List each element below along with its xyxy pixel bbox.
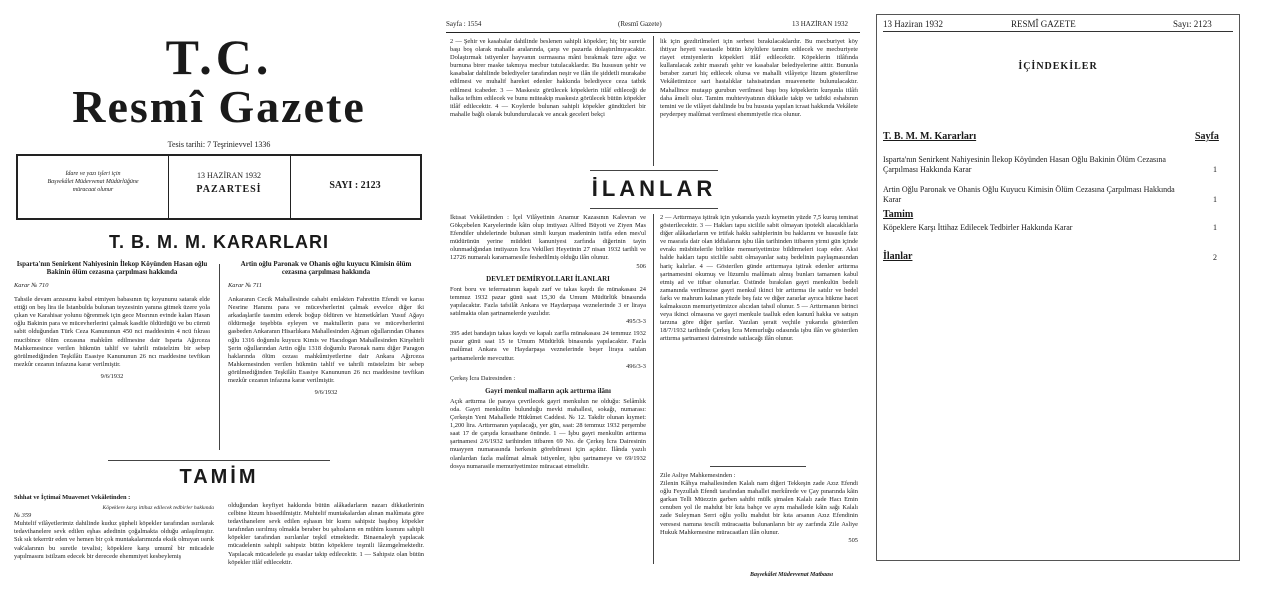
tamim-number: № 359 (14, 512, 32, 520)
header-issue: Sayı: 2123 (1173, 19, 1212, 29)
karar-date: 9/6/1932 (100, 372, 124, 380)
column-divider (653, 214, 654, 564)
zile-heading: Zile Asliye Mahkemesinden : (660, 472, 736, 479)
tamim-body: 2 — Şehir ve kasabalar dahilinde beslenen sahipli köpekler; hiç bir suretle başı boş olarak mahalle aralarında, çarşı ve pazarda dolaştırılmıyacaktır. Dolaştırmak istiyenler hayvanın ısırmasına mâni bırakmak üzre ağız ve burnuna birer maske takmıya mecbur tutulacaklardır. Bu hususun şehir ve kasabalar dahilinde belediyeler tarafından neşir ve ilân ile şiddetli murakabe edilmesi ve muhalif hareket edenler hakkında belediyece ceza tatbik edilmesi icabeder. 3 — Maskesiz görülecek köpeklerin itlâf edileceği de halka tefhim edilecek ve bunu müteakip maskesiz görülecek bütün köpekler itlâf edilecektir. 4 — Koylerde bulunan sahipli köpekler gündüzleri bir mahalle bağlı olarak bulundurulacak ve ancak geceleri bekçi (450, 38, 646, 118)
kararlar-heading: T. B. M. M. KARARLARI (109, 232, 329, 252)
section-divider (108, 460, 330, 461)
printer-footer: Başvekâlet Müdevvenat Matbaası (750, 572, 833, 578)
header-title: RESMÎ GAZETE (1011, 19, 1076, 29)
toc-item-page: 1 (1213, 165, 1217, 174)
contact-line: Başvekâlet Müdevvenat Müdürlüğüne (47, 179, 139, 185)
toc-item[interactable]: Artin Oğlu Paronak ve Ohanis Oğlu Kuyucu Kimisin Ölüm Cezasına Çarpılması Hakkında Karar (883, 185, 1175, 204)
zile-ad (660, 472, 858, 568)
ad-ref: 496/3-3 (626, 362, 646, 370)
section-divider (590, 208, 718, 209)
header-rule (883, 31, 1233, 32)
column-divider (653, 36, 654, 166)
toc-item-page: 1 (1213, 195, 1217, 204)
tamim-from: Sıhhat ve İçtimaî Muavenet Vekâletinden : (14, 494, 131, 501)
karar-body: Ankaranın Cecik Mahallesinde cahabi emlakten Fahrettin Efendi ve karısı Nesrine Hanımı para ve mücevherlerini çalmak evvelce diğer iki arkadaşlarile tasmim ederek boğup öldüren ve hizmetkârları Yusuf Ağayı öldürmeğe teşebbüs eyleyen ve maktullerin para ve mücevherlerini gasbeden Ankaranın Hisarlıkara Mahallesinden Ağman oğullarından Ohanes oğlu 1316 doğumlu kuyucu Kimis ve Hacıdogan Mahallesinden Kirşehirli Şerin oğullarından Artin oğlu 1318 doğumlu Paronak namı diğer Paragon haklarında ölüm cezası mahkûmiyetlerine dair Ankara Ağırceza Mahkemesinden verilen hükmün tahlif ve tahrili müstelzim bir sebep görülmediğinden Teşkilâtı Esasiye Kanununun 26 ncı maddesine tevfikan mezkûr cezanın infazına karar verilmiştir. (228, 296, 424, 385)
page-header (440, 20, 868, 30)
karar-date: 9/6/1932 (314, 389, 338, 397)
established-line: Tesis tarihi: 7 Teşrinievvel 1336 (167, 140, 271, 149)
ad-font-boru: Font boru ve teferruatının kapalı zarf ve takas kaydı ile münakasası 24 temmuz 1932 pazar günü saat 15,30 da Umum Müdürlük binasında yapılacaktır. Fazla tafsilât Ankara ve Haydarpaşa veznelerinde 3 er liraya satılmakta olan şartnamelerde yazılıdır. (450, 285, 646, 318)
toc-sayfa-label: Sayfa (1195, 131, 1219, 142)
toc-item-page: 2 (1213, 253, 1217, 262)
toc-title: İÇİNDEKİLER (1018, 61, 1098, 72)
gazette-front-page (8, 14, 430, 584)
gayri-menkul-heading: Gayri menkul malların açık arttırma ilânı (485, 386, 611, 395)
contact-line: müracaat olunur (72, 187, 114, 193)
issue-day: PAZARTESİ (196, 184, 262, 195)
ad-ref: 505 (848, 536, 858, 544)
cerkes-heading: Çerkeş İcra Dairesinden : (450, 374, 516, 382)
issue-number: SAYI : 2123 (329, 180, 381, 191)
toc-item[interactable]: Köpeklere Karşı İttihaz Edilecek Tedbirler Hakkında Karar (883, 223, 1073, 232)
issue-date: 13 HAZİRAN 1932 (197, 171, 261, 180)
tamim-left-column (14, 494, 214, 584)
ilanlar-heading: İLANLAR (591, 176, 717, 201)
section-divider (710, 466, 806, 467)
toc-section-ilanlar[interactable]: İlanlar (883, 251, 913, 262)
header-date: 13 HAZİRAN 1932 (792, 20, 848, 28)
ad-cerkes: Açık arttırma ile paraya çevrilecek gayri menkulun ne olduğu: Selâmlık oda. Gayri menkulün bulunduğu mevki mahallesi, sokağı, numarası: Çerkeşin Yeni Mahallede Hükûmet Caddesi. № 12. Takdir olunan kıymet: 1,200 lira. Arttırmanın yapılacağı, yer gün, saat: 28 temmuz 1932 perşembe saat 17 de çarşıda kıraathane önünde. 1 — İşbu gayri menkulün arttırma şartnamesi 2/6/1932 tarihinden itibaren 69 No. de Çerkeş İcra Dairesinin muayyen numarasında herkesin görebilmesi için açıktır. İlânda yazılı olanlardan fazla malûmat almak istiyenler, işbu şartnameye ve 69/1932 dosya numarasile memuriyetimize müracaat etmelidir. (450, 397, 646, 470)
issue-info-box (16, 154, 422, 220)
tamim-continuation-left (450, 38, 646, 164)
gazette-ads-page (440, 14, 868, 584)
ad-cerkes-continued: 2 — Arttırmaya iştirak için yukarıda yazılı kıymetin yüzde 7,5 kuruş teminat gösterilecektir. 3 — Hakları tapu sicilile sabit olmayan ipotekli alacaklılarla diğer alâkadarların ve irtifak hakkı sahiplerinin bu haklarını ve hususile faiz ve masrafa dair olan iddialarını işbu ilân tarihinden itibaren yirmi gün içinde evrakı müsbitelerile birlikte memuriyetimize bildirmeleri icap eder. Aksi halde hakları tapu sicilile sabit olmayanlar satış bedelinin paylaşmasından hariç kalırlar. 4 — Gösterilen günde arttırmaya iştirak edenler arttırma şartnamesini okumuş ve lüzumlu malûmatı almış bunları tamamen kabul etmiş ad ve itibar olunurlar. Üstünde bırakılan gayri menkulün bedeli zamanında verilmezse gayri menkul ikinci bir arttırma ile satılır ve bedel farkı ve mahrum kalınan yüzde beş faiz ve diğer zararlar ayrıca hükme hacet kalmaksızın memuriyetimizce alıcıdan tahsil olunur. 5 — Arttırmanın birinci veya ikinci olmasına ve gayri menkule taalluk eden kanunî hakka ve satışın tarzına göre diğer şartlar. Yazılan şerait veçhile yukarıda gösterilen 18/7/1932 tarihinde Çerkeş İcra Memurluğu odasında işbu ilân ve gösterilen arttırma şartnamesi dairesinde satılacağı ilân olunur. (660, 214, 858, 343)
tamim-right-column (228, 502, 424, 584)
devlet-heading: DEVLET DEMİRYOLLARI İLANLARI (486, 274, 610, 283)
toc-item[interactable]: Isparta'nın Senirkent Nahiyesinin İlekop Köyünden Hasan Oğlu Bakinin Ölüm Cezasına Çarpılması Hakkında Karar (883, 155, 1166, 174)
page-number: Sayfa : 1554 (446, 20, 482, 28)
column-divider (219, 264, 220, 450)
tamim-body: Muhtelif vilâyetlerimiz dahilinde kuduz şüpheli köpekler tarafından ısırılarak tedavihanelere sevk edilen eşhas adedinin çoğalmakta olduğu anlaşılmıştır. Sık sık tekerrür eden ve hemen bir çok muntakalarımızda eksik olmıyan ısırık vak'alarının bu suretle tevalisi; köpeklere karşı umumî bir mücadele yapılmasını istilzam edecek bir derecede ehemmiyet kesbeylemiş (14, 520, 214, 560)
toc-section-kararlar: T. B. M. M. Kararları (883, 131, 977, 142)
header-title: (Resmî Gazete) (618, 20, 662, 28)
karar-711 (228, 260, 424, 460)
issue-number-cell (290, 156, 420, 218)
masthead-title: Resmî Gazete (72, 81, 366, 132)
contact-line: İdare ve yazı işleri için (65, 171, 121, 177)
contact-cell (18, 156, 169, 218)
page-header (883, 19, 1233, 31)
tamim-continuation-right (660, 38, 858, 164)
table-of-contents-page (876, 14, 1240, 561)
karar-number: Karar № 711 (228, 282, 262, 289)
toc-section-tamim: Tamim (883, 209, 914, 220)
date-cell (168, 156, 291, 218)
ad-ref: 495/3-3 (626, 318, 646, 326)
header-rule (446, 32, 860, 33)
tamim-body: lik için gezdirilmeleri için serbest bırakılacaklardır. Bu mecburiyet köy ihtiyar heyeti vasıtasile bütün köylülere tamim edilecek ve mecburiyete riayet etmiyenlerin köpekleri itlâf edilecektir. Köpeklerin itlâfında kullanılacak zehir masrafı şehir ve kasabalar belediyelerine aittir. Bununla beraber zaruri hiç edilecek olursa ve mahalli vilâyetçe lüzum gösterilirse Vekâletimizce sari hastalıklar tahsisatından muavenette bulunulacaktır. Mahallince mutaşıp gurubun verilmesi başı boş köpeklerin kurşunla itlâfı daha âmeli olur. Tamim muhteviyatının dikkatle takip ve tatbiki eshabının temini ve ile vilâyet dahilinde bu bu hususta yapılan icraat hakkında Vekâlete peyderpey malûmat verilmesi ehemmiyetle rica olunur. (660, 38, 858, 118)
toc-item-page: 1 (1213, 223, 1217, 232)
section-divider (590, 170, 718, 171)
tamim-body: olduğundan keyfiyet hakkında bütün alâkadarların nazarı dikkatlerinin celbine lüzum hissedilmiştir. Muhtelif muntakalardan alınan malûmata göre tedavihanelere sevk edilen eşhasın bir kısmı sahipsiz başıboş köpekler tarafından ısırılmış olmakla beraber bu şahısların en mühim kısmını sahipli köpekler tarafından ısırılanlar teşkil etmektedir. Binaenaleyh yapılacak mücadelenin sahipli sahipsiz bütün köpeklere teşmili lâzımgelmektedir. Yapılacak mücadelede şu esaslar takip edilecektir. 1 — Sahipsiz olan bütün köpekler itlâf edilecektir. (228, 502, 424, 566)
tamim-subject: Köpeklere karşı ittihaz edilecek tedbirler hakkında (102, 505, 214, 512)
masthead-tc: T.C. (165, 29, 273, 85)
karar-title: Artin oğlu Paronak ve Ohanis oğlu kuyucu Kimisin ölüm cezasına çarpılması hakkında (240, 260, 412, 276)
header-date: 13 Haziran 1932 (883, 19, 943, 29)
karar-710 (14, 260, 210, 460)
ads-left-column (450, 214, 646, 566)
ad-zile: Zilenin Kâhya mahallesinden Kalalı nam diğeri Tekkeşin zade Azız Efendi oğlu Feyzullah Efendi tarafından mahallei merkûrede ve Çay pınarında kâin garkan Telli Müezzin garben sahibi mülk şimalen Kalalı zade Hacı Emin cenuben yol ile mahdut bir kıta bahçe ve aynı mahallede kâin sağı Kalalı zade Suleyman Serri oğlu yollu mahdut bir kıta arsanın Azız Efendinin veresesi namına tescili müracaatta bulunanların bir ay zarfında Zile Asliye Hukuk Mahkemesine müracaatları ilân olunur. (660, 480, 858, 536)
karar-body: Tahsile devam arzusunu kabul etmiyen babasının üç koyununu satarak elde ettiği on beş lira ile İstanbulda bulunan teyzesinin yanına gitmek üzere yola çıkan ve Karahisar yolunu öğrenmek için gece Mısrının evinde kalan Hasan oğlu Bakinin para ve mücevherlerini çalmak kasdile öldürdüğü ve bu cürmü sabit olduğundan Türk Ceza Kanununun 450 nci maddesinin 4 ncü fıkrası mucibince ölüm cezasına mahkûm edilmesine dair Isparta Ağırceza Mahkemesince verilen hükmün tahlif ve tahrili müstelzim bir sebep görülmediğinden Teşkilâtı Esasiye Kanununun 26 ncı maddesine tevfikan mezkûr cezanın infazına karar verilmiştir. (14, 296, 210, 368)
ad-ref: 506 (636, 262, 646, 270)
karar-number: Karar № 710 (14, 282, 49, 289)
ads-right-column (660, 214, 858, 460)
karar-title: Isparta'nın Senirkent Nahiyesinin İlekop Köyünden Hasan oğlu Bakinin ölüm cezasına çarpılması hakkında (16, 260, 208, 276)
tamim-heading: TAMİM (179, 466, 259, 488)
ad-iktisat: İktısat Vekâletinden : İçel Vilâyetinin Anamur Kazasının Kalevran ve Gökçebelen Karyelerinde kâin olup imtiyazı Alfred Büyoti ve Ziyen Mas Efendiler uhdelerinde bulunan simli kurşun madeninin istifa eden mes'ul müdürünün yerine müddeti kanuniyesi zarfında diğerinin tayin olunmadığından imtiyazın İcra Vekilleri Heyetinin 27 nisan 1932 tarihli ve 12726 numaralı kararnamesile feshedilmiş olduğu ilân olunur. (450, 214, 646, 262)
ad-bandaj: 395 adet bandajın takas kaydı ve kapalı zarfla münakasası 24 temmuz 1932 pazar günü saat 15 te Umum Müdürlük binasında yapılacaktır. Fazla malûmat Ankara ve Haydarpaşa veznelerinde beşer liraya satılan şartnamelerde mevcuttur. (450, 330, 646, 362)
